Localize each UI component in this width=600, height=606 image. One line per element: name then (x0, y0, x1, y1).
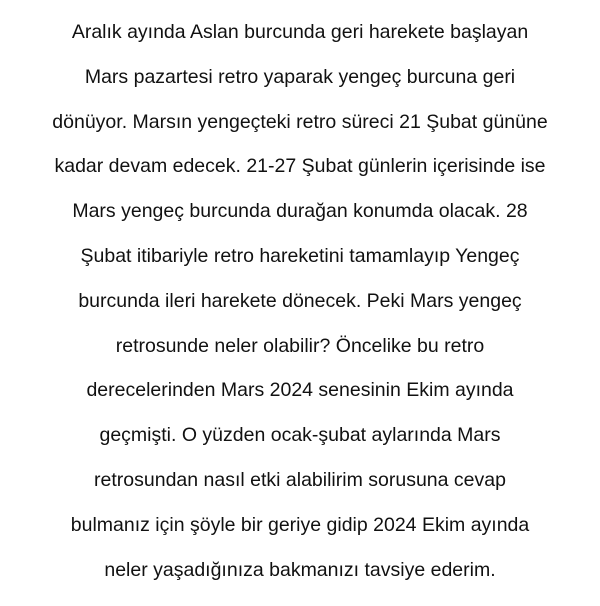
text-line: derecelerinden Mars 2024 senesinin Ekim ayında (86, 379, 514, 402)
text-line: bulmanız için şöyle bir geriye gidip 2024 Ekim ayında (70, 513, 530, 536)
text-line: retrosundan nasıl etki alabilirim sorusuna cevap (94, 468, 506, 491)
text-line: geçmişti. O yüzden ocak-şubat aylarında Mars (99, 424, 501, 447)
text-line: Mars yengeç burcunda durağan konumda olacak. 28 (72, 200, 528, 223)
text-line: Mars pazartesi retro yaparak yengeç burcuna geri (84, 65, 516, 88)
text-line: burcunda ileri harekete dönecek. Peki Mars yengeç (78, 289, 522, 312)
article-text (0, 10, 600, 592)
text-line: retrosunde neler olabilir? Öncelike bu retro (115, 334, 485, 357)
text-line: Aralık ayında Aslan burcunda geri harekete başlayan (71, 21, 529, 43)
text-line: kadar devam edecek. 21-27 Şubat günlerin içerisinde ise (54, 155, 546, 178)
text-line: dönüyor. Marsın yengeçteki retro süreci 21 Şubat gününe (52, 110, 548, 133)
text-line: neler yaşadığınıza bakmanızı tavsiye ederim. (104, 558, 496, 581)
text-line: Şubat itibariyle retro hareketini tamamlayıp Yengeç (80, 244, 520, 267)
